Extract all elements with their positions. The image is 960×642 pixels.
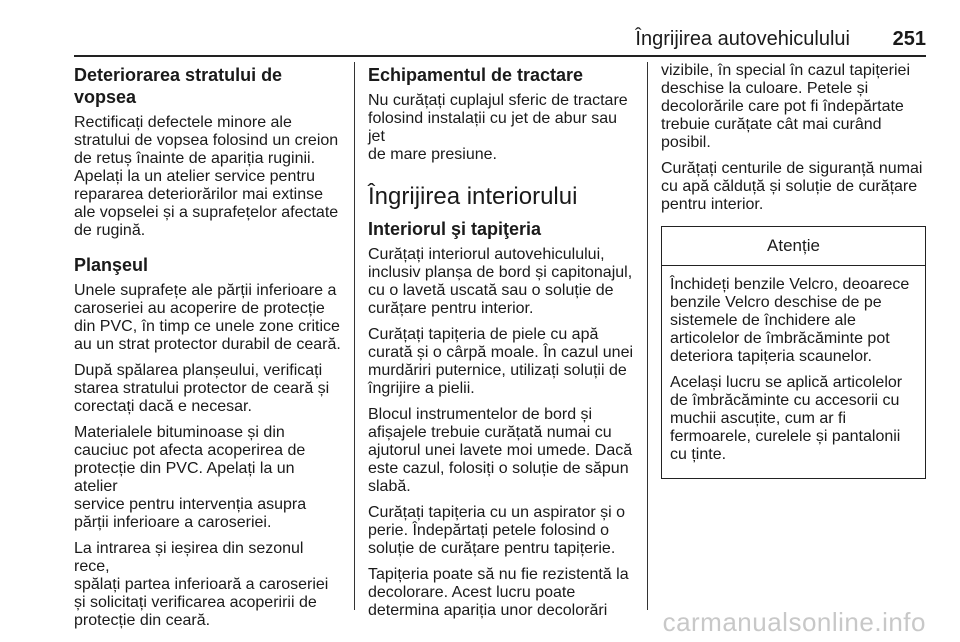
paragraph: Curățați centurile de siguranță numai cu apă călduță și soluție de curățare pentru interior. [661,160,923,213]
paragraph: Blocul instrumentelor de bord și afișajele trebuie curățată numai cu ajutorul unei lavete moi umede. Dacă este cazul, folosiți o soluție de săpun slabă. [368,406,633,495]
paragraph: Curățați tapițeria de piele cu apă curată și o cârpă moale. În cazul unei murdăriri puternice, utilizați soluții de îngrijire a pielii. [368,326,634,397]
column-divider-1 [354,62,355,610]
header-rule [74,55,926,57]
page-header [0,0,960,58]
paragraph: Curățați interiorul autovehiculului, inclusiv planșa de bord și capitonajul, cu o lavetă uscată sau o soluție de curățare pentru interior. [368,246,633,317]
watermark: carmanualsonline.info [662,607,926,637]
notice-box [661,226,926,479]
notice-paragraph: Același lucru se aplică articolelor de îmbrăcăminte cu accesorii cu muchii ascuțite, cum ar fi fermoarele, curelele și pantalonii cu ținte. [670,374,903,463]
paragraph: Unele suprafețe ale părții inferioare a caroseriei au acoperire de protecție din PVC, în timp ce unele zone critice au un strat protector durabil de ceară. [74,282,341,353]
notice-title: Atenție [662,227,925,266]
column-2 [368,62,636,628]
column-divider-2 [647,62,648,610]
column-3 [661,62,926,479]
section-title-interior-care: Îngrijirea interiorului [368,183,578,210]
heading-interior-upholstery: Interiorul şi tapiţeria [368,219,542,239]
paragraph: vizibile, în special în cazul tapițeriei deschise la culoare. Petele și decolorările care pot fi îndepărtate trebuie curățate cât mai curând posibil. [661,62,911,151]
running-title: Îngrijirea autovehiculului [635,28,850,50]
paragraph: Rectificați defectele minore ale stratului de vopsea folosind un creion de retuș înainte de apariția ruginii. Apelați la un atelier service pentru repararea deteriorărilor mai extinse ale vopselei și a suprafețelor afectate de rugină. [74,114,339,239]
page-number: 251 [892,28,926,50]
notice-body [662,266,925,478]
paragraph: Nu curățați cuplajul sferic de tractare folosind instalații cu jet de abur sau jet de mare presiune. [368,92,628,163]
paragraph: La intrarea și ieșirea din sezonul rece, spălați partea inferioară a caroseriei și solicitați verificarea acoperirii de protecție din ceară. [74,540,329,629]
paragraph: Curățați tapițeria cu un aspirator și o perie. Îndepărtați petele folosind o soluție de curățare pentru tapițerie. [368,504,626,557]
heading-towing-equipment: Echipamentul de tractare [368,65,584,85]
paragraph: Tapițeria poate să nu fie rezistentă la decolorare. Acest lucru poate determina apariția unor decolorări [368,566,629,619]
notice-paragraph: Închideți benzile Velcro, deoarece benzile Velcro deschise de pe sistemele de închidere ale articolelor de îmbrăcăminte pot deteriora tapițeria scaunelor. [670,276,910,365]
column-1 [74,62,342,638]
paragraph: După spălarea planșeului, verificați starea stratului protector de ceară și corectați dacă e necesar. [74,362,330,415]
paragraph: Materialele bituminoase și din cauciuc pot afecta acoperirea de protecție din PVC. Apelați la un atelier service pentru intervenția asupra părții inferioare a caroseriei. [74,424,307,531]
heading-underbody: Planşeul [74,255,149,275]
heading-paint-damage: Deteriorarea stratului de vopsea [74,65,283,107]
